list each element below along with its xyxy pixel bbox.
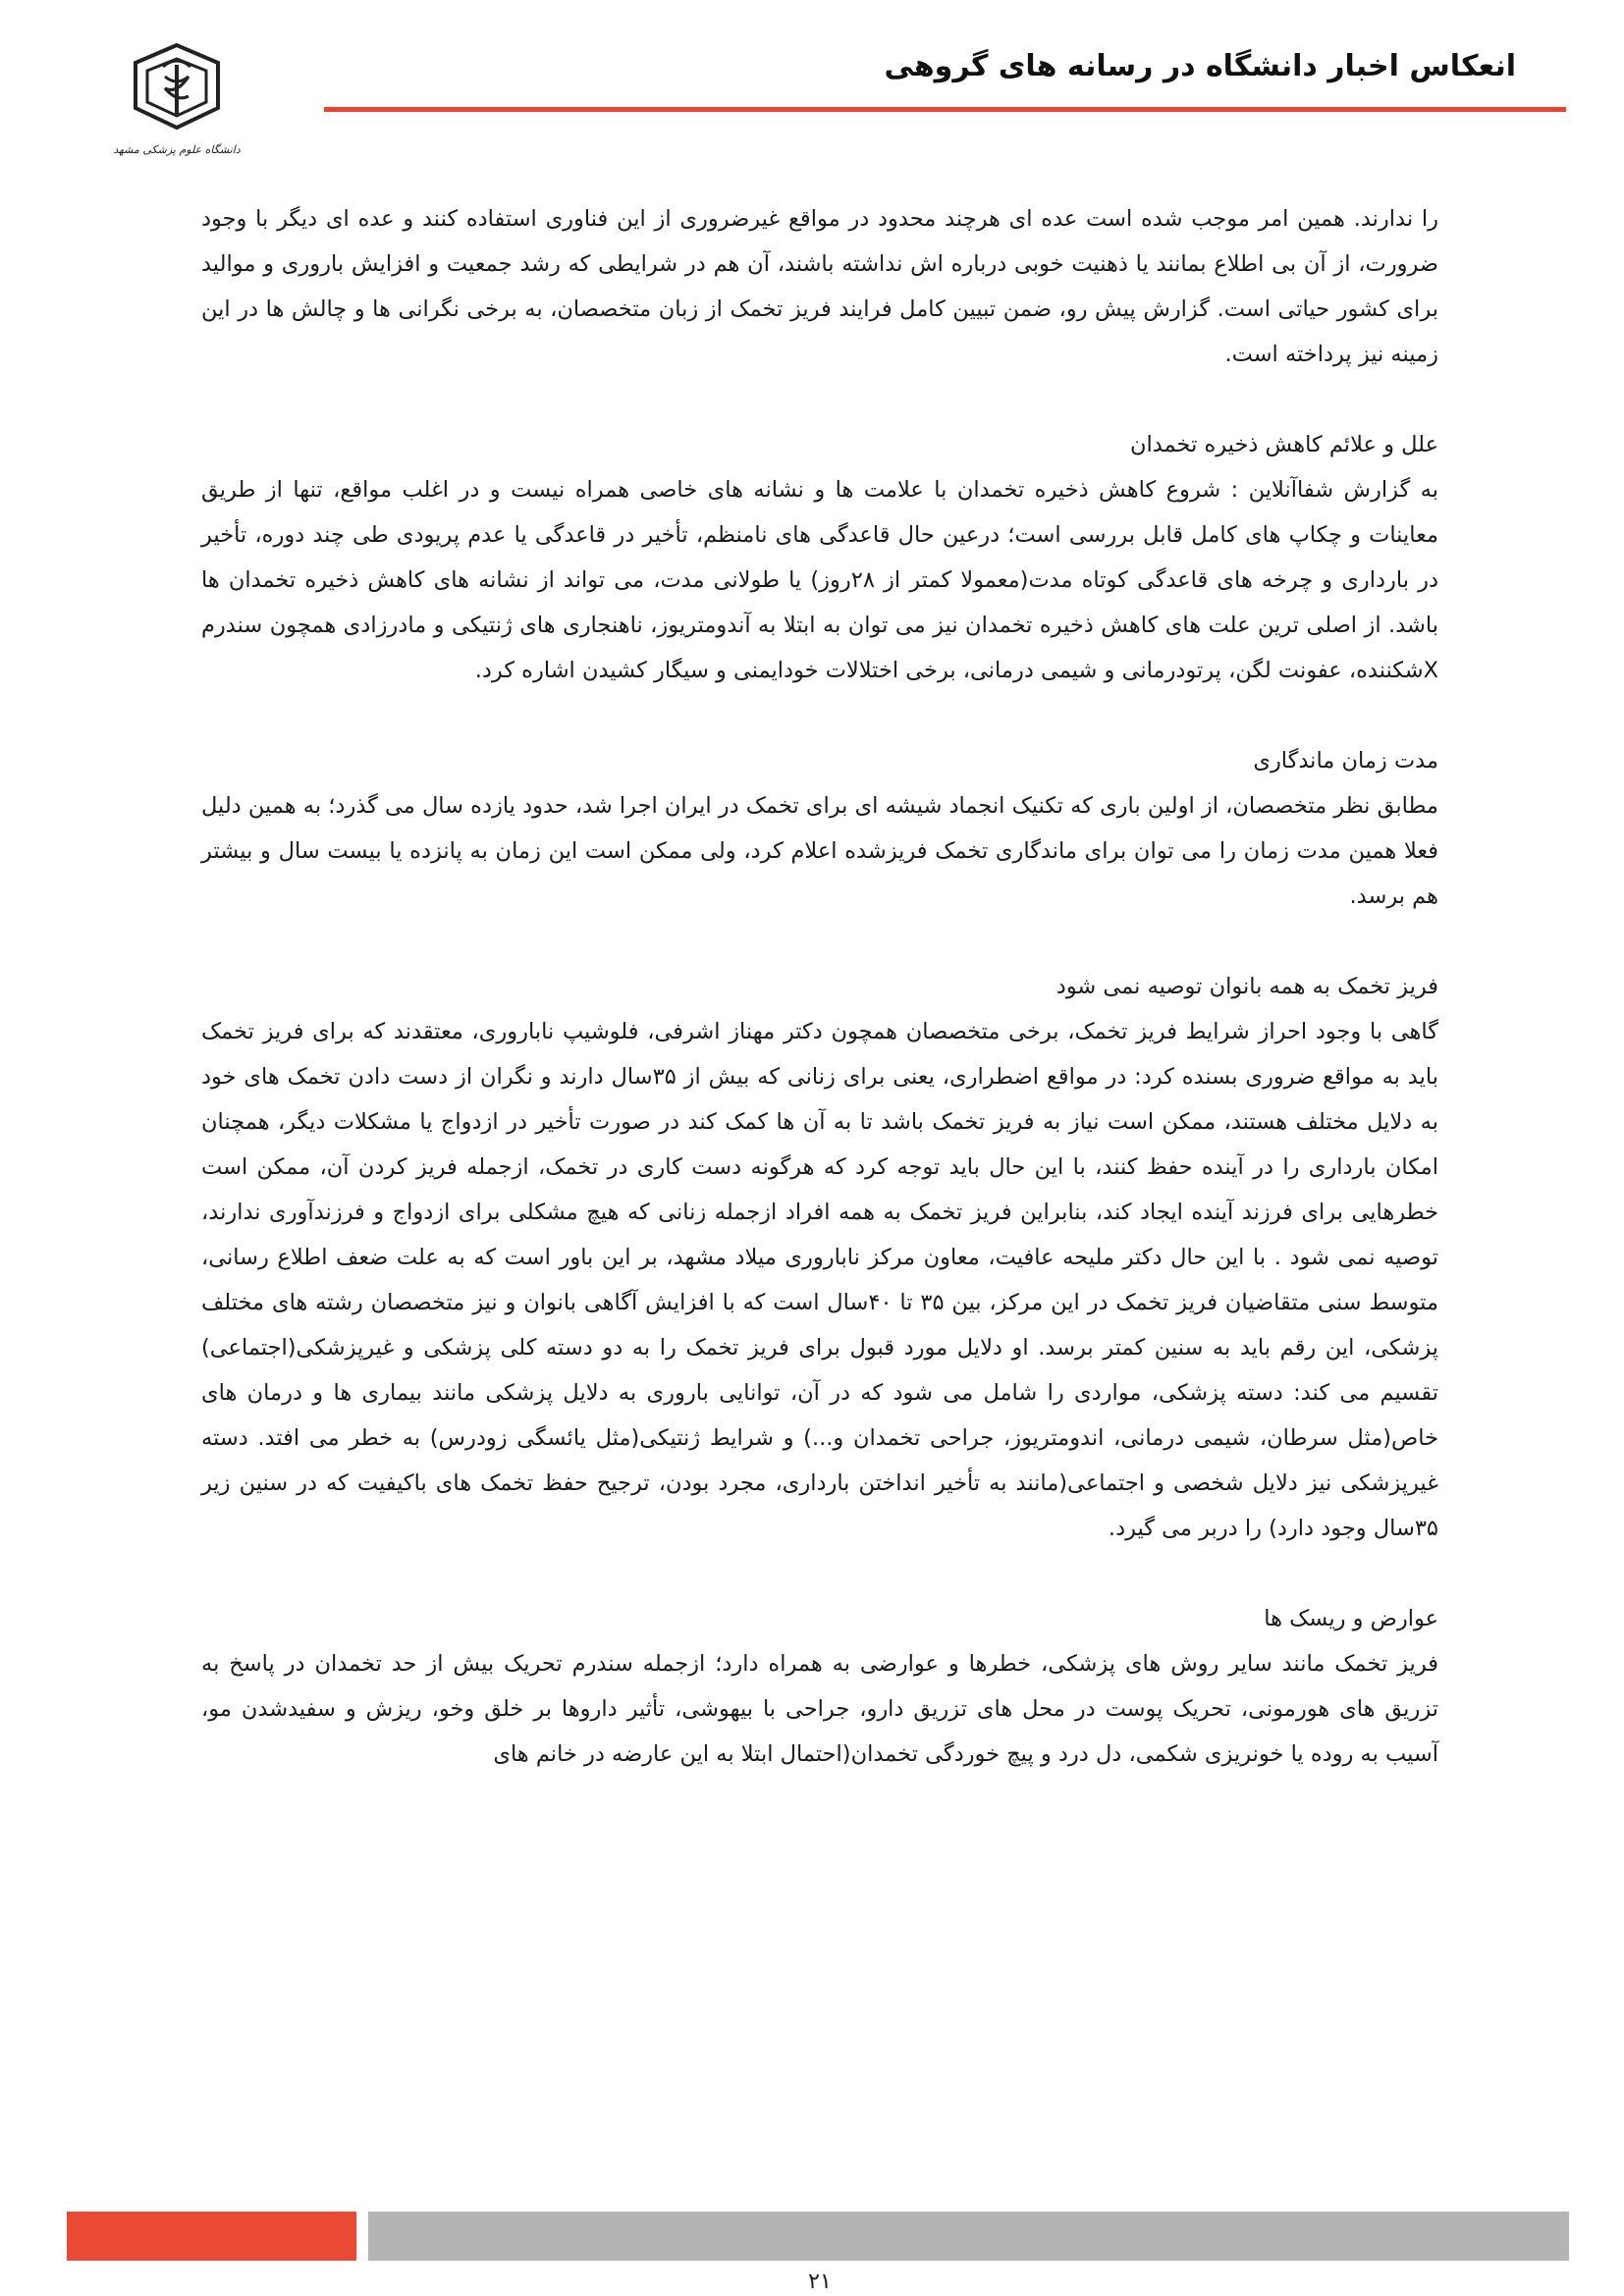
university-logo bbox=[108, 37, 245, 165]
section-heading: فریز تخمک به همه بانوان توصیه نمی شود bbox=[1056, 974, 1438, 999]
paragraph-intro: را ندارند. همین امر موجب شده است عده ای هرچند محدود در مواقع غیرضروری از این فناوری استفاده کنند و عده ای دیگر با وجود ضرورت، از آن بی اطلاع بمانند یا ذهنیت خوبی درباره اش نداشته باشند، آن هم در شرایطی که رشد جمعیت و افزایش باروری و موالید برای کشور حیاتی است. گزارش پیش رو، ضمن تبیین کامل فرایند فریز تخمک از زبان متخصصان، به برخی نگرانی ها و چالش ها در این زمینه نیز پرداخته است. bbox=[201, 206, 1438, 367]
logo-emblem-icon bbox=[108, 37, 245, 165]
page-header-title: انعکاس اخبار دانشگاه در رسانه های گروهی bbox=[884, 49, 1516, 83]
section-causes bbox=[201, 422, 1438, 693]
paragraph-causes: به گزارش شفاآنلاین : شروع کاهش ذخیره تخمدان با علامت ها و نشانه های خاصی همراه نیست و در اغلب مواقع، تنها از طریق معاینات و چکاپ های کامل قابل بررسی است؛ درعین حال قاعدگی های نامنظم، تأخیر در قاعدگی یا عدم پریودی طی چند دوره، تأخیر در بارداری و چرخه های قاعدگی کوتاه مدت(معمولا کمتر از ۲۸روز) یا طولانی مدت، می تواند از نشانه های کاهش ذخیره تخمدان ها باشد. از اصلی ترین علت های کاهش ذخیره تخمدان نیز می توان به ابتلا به آندومتریوز، ناهنجاری های ژنتیکی و مادرزادی همچون سندرم Xشکننده، عفونت لگن، پرتودرمانی و شیمی درمانی، برخی اختلالات خودایمنی و سیگار کشیدن اشاره کرد. bbox=[201, 477, 1438, 683]
paragraph-recommendation: گاهی با وجود احراز شرایط فریز تخمک، برخی متخصصان همچون دکتر مهناز اشرفی، فلوشیپ ناباروری، معتقدند که برای فریز تخمک باید به مواقع ضروری بسنده کرد: در مواقع اضطراری، یعنی برای زنانی که بیش از ۳۵سال دارند و نگران از دست دادن تخمک های خود به دلایل مختلف هستند، ممکن است نیاز به فریز تخمک باشد تا به آن ها کمک کند در صورت تأخیر در ازدواج یا مشکلات دیگر، همچنان امکان بارداری را در آینده حفظ کنند، با این حال باید توجه کرد که هرگونه دست کاری در تخمک، ازجمله فریز کردن آن، ممکن است خطرهایی برای فرزند آینده ایجاد کند، بنابراین فریز تخمک به همه افراد ازجمله زنانی که هیچ مشکلی برای ازدواج و فرزندآوری ندارند، توصیه نمی شود . با این حال دکتر ملیحه عافیت، معاون مرکز ناباروری میلاد مشهد، بر این باور است که به علت ضعف اطلاع رسانی، متوسط سنی متقاضیان فریز تخمک در این مرکز، بین ۳۵ تا ۴۰سال است که با افزایش آگاهی بانوان و نیز متخصصان رشته های مختلف پزشکی، این رقم باید به سنین کمتر برسد. او دلایل مورد قبول برای فریز تخمک را به دو دسته کلی پزشکی و غیرپزشکی(اجتماعی) تقسیم می کند: دسته پزشکی، مواردی را شامل می شود که در آن، توانایی باروری به دلایل پزشکی مانند بیماری ها و درمان های خاص(مثل سرطان، شیمی درمانی، اندومتریوز، جراحی تخمدان و...) و شرایط ژنتیکی(مثل یائسگی زودرس) به خطر می افتد. دسته غیرپزشکی نیز دلایل شخصی و اجتماعی(مانند به تأخیر انداختن بارداری، مجرد بودن، ترجیح حفظ تخمک های باکیفیت که در سنین زیر ۳۵سال وجود دارد) را دربر می گیرد. bbox=[201, 1019, 1438, 1541]
section-recommendation bbox=[201, 964, 1438, 1551]
section-risks bbox=[201, 1596, 1438, 1777]
footer-gray-bar bbox=[368, 2212, 1569, 2261]
footer-accent-bar bbox=[67, 2212, 356, 2261]
section-heading: عوارض و ریسک ها bbox=[1264, 1606, 1438, 1631]
section-heading: مدت زمان ماندگاری bbox=[1253, 748, 1438, 774]
paragraph-duration: مطابق نظر متخصصان، از اولین باری که تکنیک انجماد شیشه ای برای تخمک در ایران اجرا شد، حدود یازده سال می گذرد؛ به همین دلیل فعلا همین مدت زمان را می توان برای ماندگاری تخمک فریزشده اعلام کرد، ولی ممکن است این زمان به پانزده یا بیست سال و بیشتر هم برسد. bbox=[201, 793, 1438, 909]
header-divider bbox=[324, 107, 1566, 112]
paragraph-risks: فریز تخمک مانند سایر روش های پزشکی، خطرها و عوارضی به همراه دارد؛ ازجمله سندرم تحریک بیش از حد تخمدان در پاسخ به تزریق های هورمونی، تحریک پوست در محل های تزریق دارو، جراحی با بیهوشی، تأثیر داروها بر خلق وخو، ریزش و سفیدشدن مو، آسیب به روده یا خونریزی شکمی، دل درد و پیچ خوردگی تخمدان(احتمال ابتلا به این عارضه در خانم های bbox=[201, 1651, 1438, 1767]
section-duration bbox=[201, 738, 1438, 919]
logo-text: دانشگاه علوم پزشکی مشهد bbox=[113, 143, 241, 156]
article-body bbox=[201, 196, 1438, 1822]
page-number: ۲۱ bbox=[808, 2269, 832, 2294]
section-heading: علل و علائم کاهش ذخیره تخمدان bbox=[1129, 432, 1438, 457]
